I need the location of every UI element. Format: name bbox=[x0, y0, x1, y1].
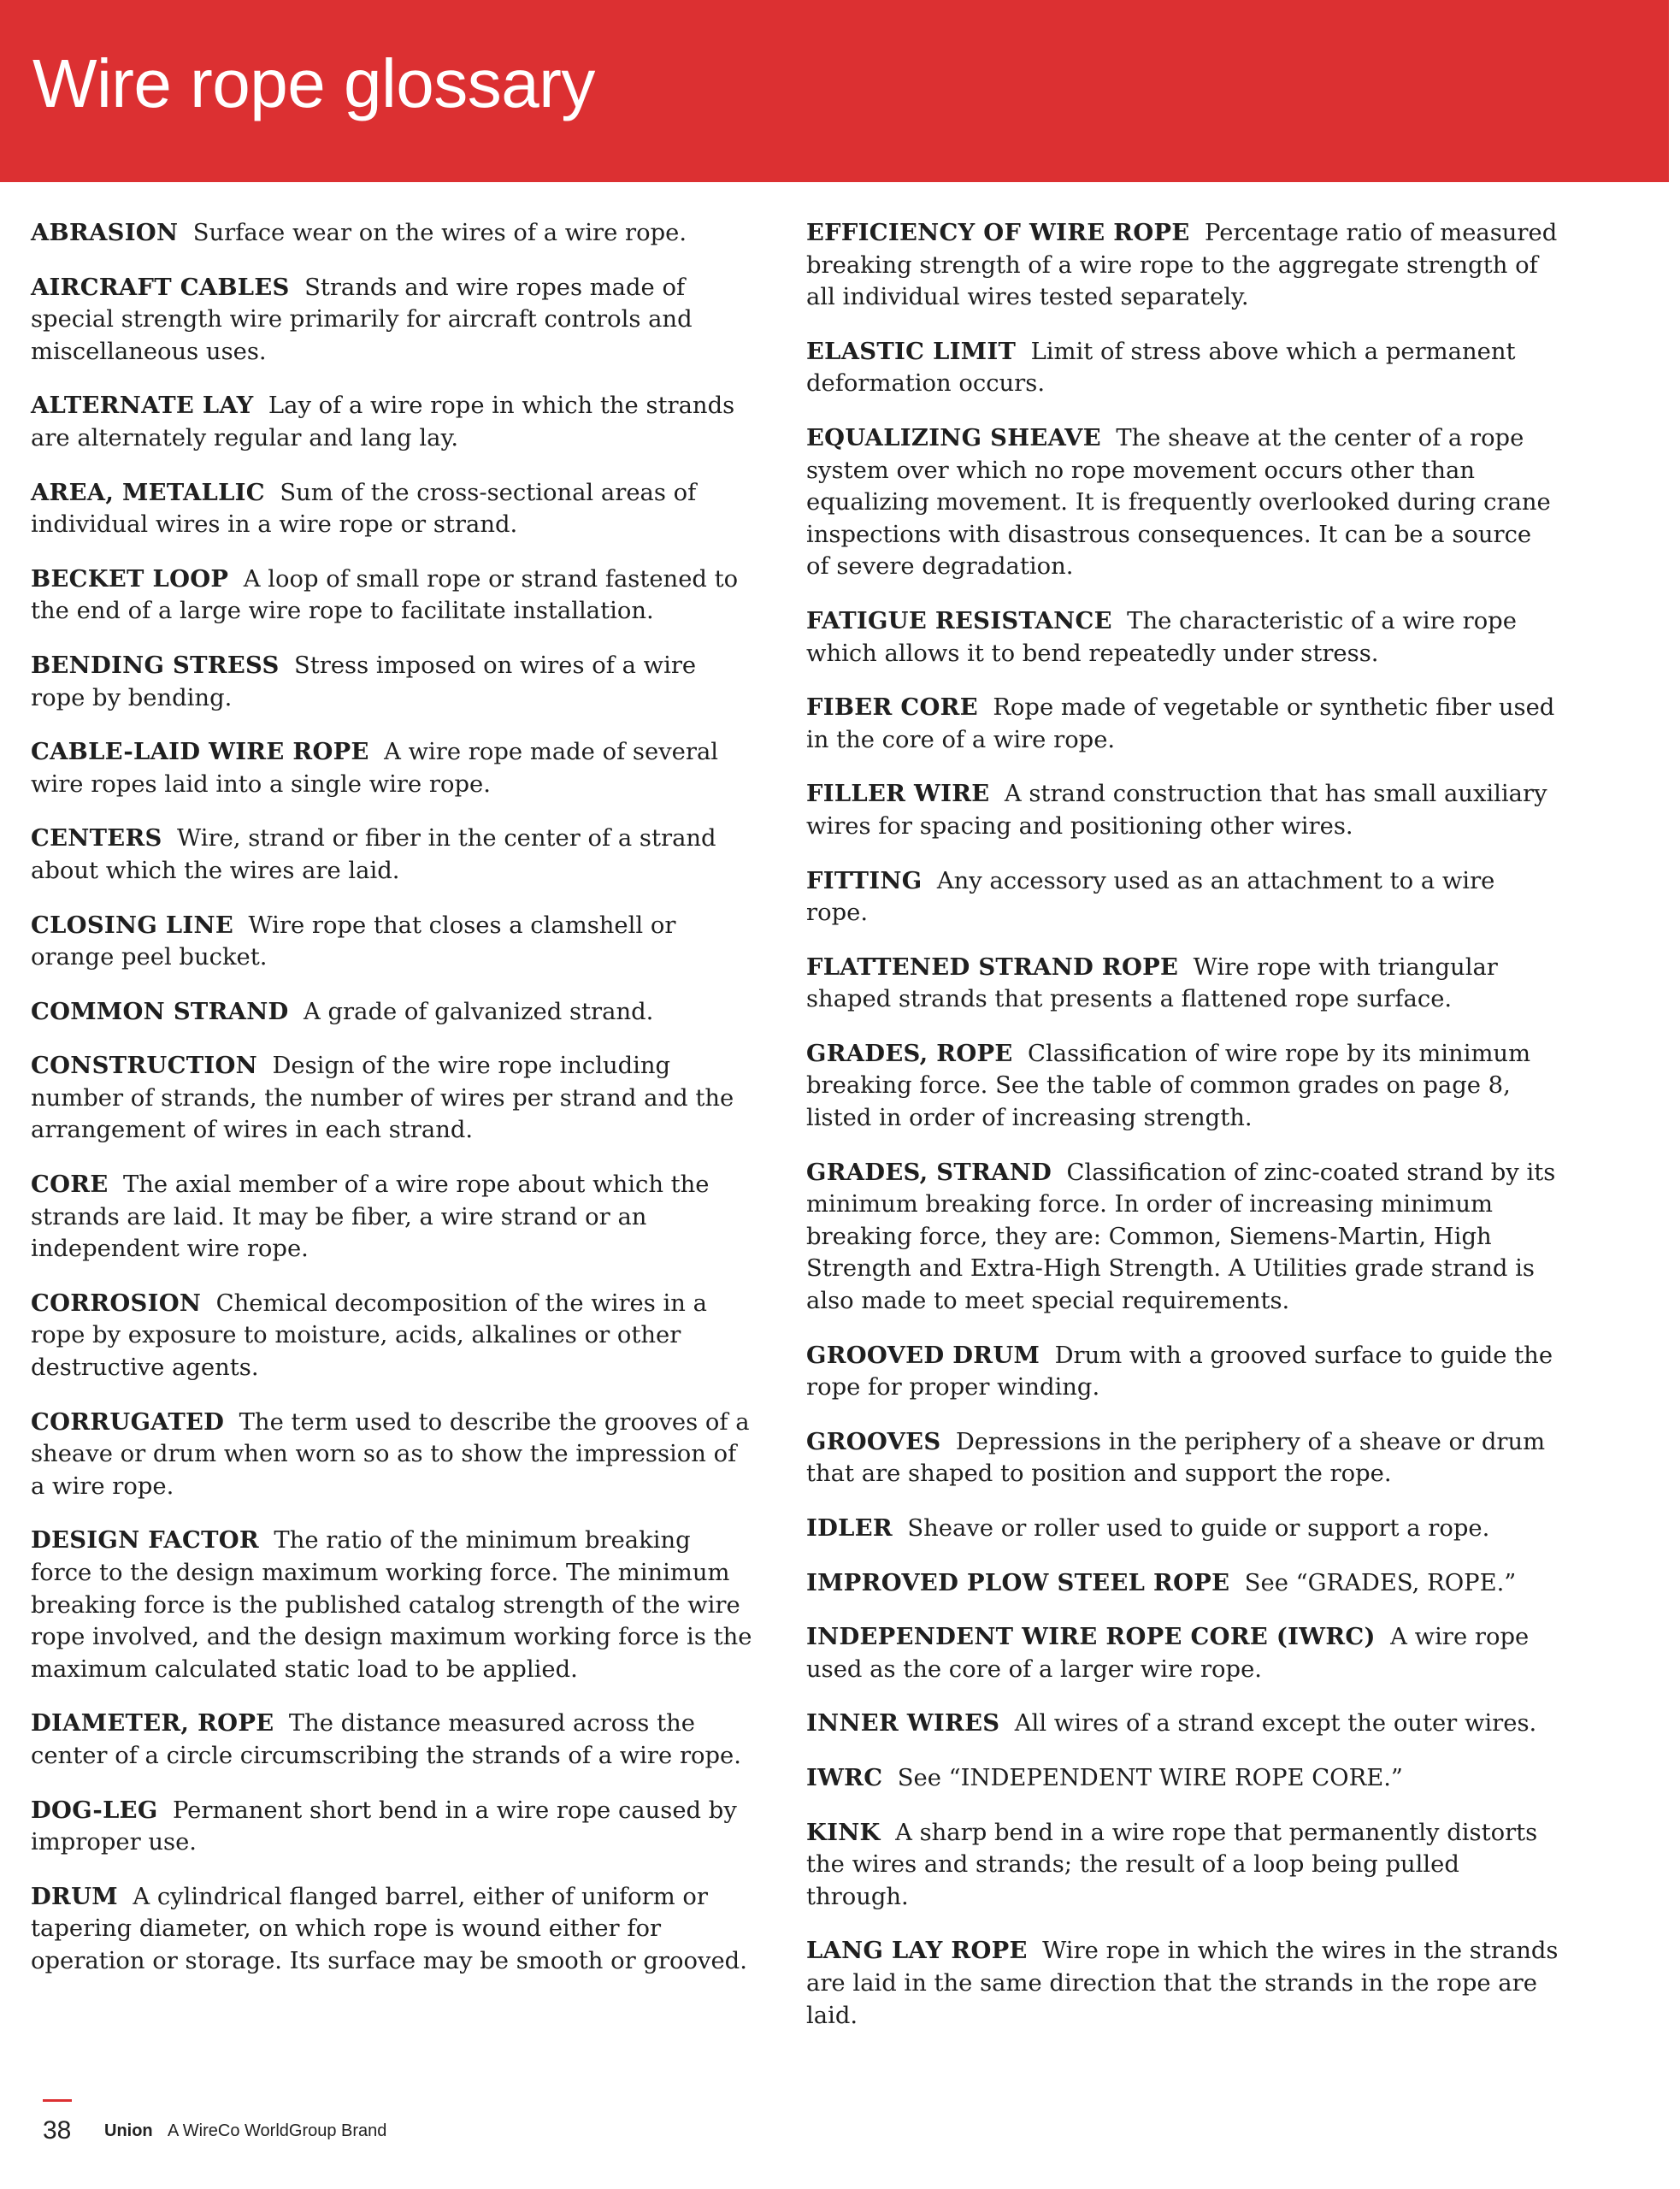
glossary-definition: Percentage ratio of measured breaking strength of a wire rope to the aggregate strength of all individual wires tested separately. bbox=[806, 220, 1558, 311]
glossary-entry bbox=[806, 1817, 1559, 1914]
glossary-entry bbox=[806, 1513, 1559, 1545]
glossary-entry bbox=[31, 390, 753, 454]
glossary-entry bbox=[806, 1567, 1559, 1600]
glossary-definition: Sum of the cross-sectional areas of individual wires in a wire rope or strand. bbox=[31, 479, 697, 539]
glossary-definition: Chemical decomposition of the wires in a rope by exposure to moisture, acids, alkalines or other destructive agents. bbox=[31, 1289, 707, 1382]
glossary-term: IDLER bbox=[806, 1514, 893, 1542]
glossary-term: DESIGN FACTOR bbox=[31, 1526, 259, 1555]
glossary-entry bbox=[31, 910, 753, 974]
glossary-entry bbox=[806, 1935, 1559, 2032]
glossary-definition: Permanent short bend in a wire rope caused by improper use. bbox=[31, 1797, 737, 1856]
glossary-term: FATIGUE RESISTANCE bbox=[806, 606, 1112, 634]
glossary-definition: The sheave at the center of a rope system over which no rope movement occurs other than equalizing movement. It is frequently overlooked during crane inspections with disastrous consequences. It can be a source of severe degradation. bbox=[806, 424, 1551, 581]
glossary-term: CORE bbox=[31, 1171, 109, 1199]
glossary-entry bbox=[806, 865, 1559, 929]
glossary-definition: Stress imposed on wires of a wire rope by bending. bbox=[31, 652, 697, 711]
glossary-entry bbox=[31, 1407, 753, 1503]
footer-accent-rule bbox=[43, 2099, 72, 2102]
glossary-entry bbox=[31, 563, 753, 628]
glossary-term: GROOVES bbox=[806, 1427, 941, 1455]
glossary-definition: The distance measured across the center of a circle circumscribing the strands of a wire rope. bbox=[31, 1710, 741, 1769]
glossary-entry bbox=[31, 650, 753, 714]
glossary-term: FLATTENED STRAND ROPE bbox=[806, 953, 1179, 981]
glossary-term: BENDING STRESS bbox=[31, 651, 280, 679]
glossary-term: AREA, METALLIC bbox=[31, 478, 265, 506]
glossary-entry bbox=[806, 1762, 1559, 1795]
glossary-definition: See “INDEPENDENT WIRE ROPE CORE.” bbox=[897, 1764, 1403, 1791]
glossary-definition: Strands and wire ropes made of special strength wire primarily for aircraft controls and miscellaneous uses. bbox=[31, 274, 693, 365]
glossary-term: CLOSING LINE bbox=[31, 911, 234, 939]
glossary-definition: Any accessory used as an attachment to a wire rope. bbox=[806, 867, 1495, 927]
glossary-term: INNER WIRES bbox=[806, 1709, 1000, 1738]
glossary-term: FIBER CORE bbox=[806, 693, 978, 722]
glossary-entry bbox=[806, 1708, 1559, 1740]
glossary-term: CABLE-LAID WIRE ROPE bbox=[31, 738, 369, 766]
glossary-term: IWRC bbox=[806, 1763, 883, 1791]
glossary-definition: A wire rope used as the core of a larger wire rope. bbox=[806, 1624, 1530, 1683]
glossary-definition: Sheave or roller used to guide or support a rope. bbox=[907, 1515, 1490, 1542]
glossary-term: DRUM bbox=[31, 1882, 118, 1910]
glossary-entry bbox=[806, 952, 1559, 1016]
glossary-term: FITTING bbox=[806, 866, 923, 894]
glossary-term: CENTERS bbox=[31, 824, 162, 853]
page-number: 38 bbox=[43, 2116, 72, 2145]
glossary-term: ALTERNATE LAY bbox=[31, 392, 254, 420]
glossary-entry bbox=[806, 336, 1559, 400]
glossary-definition: Wire rope with triangular shaped strands that presents a flattened rope surface. bbox=[806, 953, 1498, 1013]
glossary-term: BECKET LOOP bbox=[31, 564, 229, 593]
glossary-definition: Classification of zinc-coated strand by its minimum breaking force. In order of increasing minimum breaking force, they are: Common, Siemens-Martin, High Strength and Extra-High Strength. A Utilities grade strand is also made to meet special requirements. bbox=[806, 1159, 1556, 1315]
glossary-definition: Classification of wire rope by its minimum breaking force. See the table of common grades on page 8, listed in order of increasing strength. bbox=[806, 1040, 1531, 1132]
glossary-entry bbox=[806, 217, 1559, 314]
glossary-entry bbox=[31, 823, 753, 887]
glossary-definition: All wires of a strand except the outer wires. bbox=[1014, 1710, 1537, 1738]
glossary-term: CORRUGATED bbox=[31, 1407, 225, 1436]
glossary-entry bbox=[31, 1708, 753, 1772]
glossary-term: ELASTIC LIMIT bbox=[806, 337, 1017, 365]
glossary-term: LANG LAY ROPE bbox=[806, 1937, 1028, 1965]
glossary-term: GRADES, STRAND bbox=[806, 1158, 1052, 1186]
glossary-term: EFFICIENCY OF WIRE ROPE bbox=[806, 219, 1190, 246]
glossary-term: DOG-LEG bbox=[31, 1796, 158, 1824]
glossary-entry bbox=[31, 272, 753, 369]
glossary-entry bbox=[31, 996, 753, 1029]
glossary-definition: Drum with a grooved surface to guide the rope for proper winding. bbox=[806, 1342, 1553, 1401]
glossary-term: IMPROVED PLOW STEEL ROPE bbox=[806, 1568, 1230, 1596]
glossary-term: GROOVED DRUM bbox=[806, 1341, 1040, 1369]
glossary-term: DIAMETER, ROPE bbox=[31, 1709, 274, 1738]
glossary-definition: The characteristic of a wire rope which allows it to bend repeatedly under stress. bbox=[806, 607, 1517, 667]
glossary-definition: A wire rope made of several wire ropes laid into a single wire rope. bbox=[31, 739, 719, 798]
glossary-term: KINK bbox=[806, 1818, 881, 1846]
glossary-term: AIRCRAFT CABLES bbox=[31, 273, 290, 301]
glossary-entry bbox=[31, 1881, 753, 1978]
glossary-entry bbox=[806, 1157, 1559, 1318]
glossary-definition: A sharp bend in a wire rope that permanently distorts the wires and strands; the result of a loop being pulled through. bbox=[806, 1819, 1538, 1910]
page-title: Wire rope glossary bbox=[32, 45, 595, 121]
glossary-definition: Surface wear on the wires of a wire rope. bbox=[192, 220, 687, 246]
glossary-entry bbox=[806, 422, 1559, 583]
glossary-definition: Wire rope that closes a clamshell or orange peel bucket. bbox=[31, 912, 676, 971]
glossary-definition: A loop of small rope or strand fastened to the end of a large wire rope to facilitate installation. bbox=[31, 565, 739, 625]
glossary-entry bbox=[31, 1525, 753, 1685]
glossary-entry bbox=[31, 477, 753, 541]
glossary-definition: Design of the wire rope including number of strands, the number of wires per strand and the arrangement of wires in each strand. bbox=[31, 1053, 734, 1144]
glossary-entry bbox=[31, 1288, 753, 1384]
glossary-definition: A strand construction that has small auxiliary wires for spacing and positioning other wires. bbox=[806, 781, 1547, 840]
glossary-entry bbox=[31, 1050, 753, 1147]
brand-tagline: A WireCo WorldGroup Brand bbox=[168, 2121, 387, 2140]
glossary-entry bbox=[806, 1038, 1559, 1135]
glossary-definition: The term used to describe the grooves of a sheave or drum when worn so as to show the impression of a wire rope. bbox=[31, 1408, 750, 1500]
glossary-right-column bbox=[806, 217, 1559, 2054]
glossary-entry bbox=[806, 1621, 1559, 1685]
glossary-definition: Wire rope in which the wires in the strands are laid in the same direction that the strands in the rope are laid. bbox=[806, 1938, 1559, 2029]
glossary-entry bbox=[806, 1340, 1559, 1404]
glossary-term: CORROSION bbox=[31, 1289, 202, 1317]
glossary-definition: Wire, strand or fiber in the center of a strand about which the wires are laid. bbox=[31, 825, 716, 884]
brand-name: Union bbox=[104, 2121, 153, 2140]
glossary-entry bbox=[806, 1426, 1559, 1490]
glossary-entry bbox=[31, 1795, 753, 1859]
glossary-term: FILLER WIRE bbox=[806, 780, 990, 808]
glossary-term: INDEPENDENT WIRE ROPE CORE (IWRC) bbox=[806, 1623, 1376, 1651]
glossary-term: GRADES, ROPE bbox=[806, 1039, 1013, 1067]
glossary-entry bbox=[31, 736, 753, 800]
glossary-definition: Limit of stress above which a permanent deformation occurs. bbox=[806, 338, 1516, 398]
glossary-term: COMMON STRAND bbox=[31, 997, 289, 1025]
glossary-entry bbox=[806, 605, 1559, 670]
glossary-definition: Lay of a wire rope in which the strands are alternately regular and lang lay. bbox=[31, 392, 735, 451]
glossary-left-column bbox=[31, 217, 753, 2000]
glossary-definition: The axial member of a wire rope about which the strands are laid. It may be fiber, a wire strand or an independent wire rope. bbox=[31, 1171, 710, 1263]
glossary-term: ABRASION bbox=[31, 219, 179, 246]
glossary-definition: The ratio of the minimum breaking force to the design maximum working force. The minimum breaking force is the published catalog strength of the wire rope involved, and the design maximum working force is the maximum calculated static load to be applied. bbox=[31, 1527, 752, 1683]
glossary-entry bbox=[31, 1169, 753, 1266]
glossary-term: CONSTRUCTION bbox=[31, 1052, 258, 1080]
glossary-definition: Depressions in the periphery of a sheave or drum that are shaped to position and support the rope. bbox=[806, 1428, 1546, 1488]
glossary-entry bbox=[806, 778, 1559, 842]
glossary-definition: See “GRADES, ROPE.” bbox=[1244, 1569, 1517, 1596]
glossary-entry bbox=[31, 217, 753, 250]
page-footer bbox=[0, 2099, 1680, 2151]
glossary-definition: A grade of galvanized strand. bbox=[304, 998, 654, 1025]
header-banner bbox=[0, 0, 1669, 182]
glossary-term: EQUALIZING SHEAVE bbox=[806, 423, 1101, 451]
glossary-definition: Rope made of vegetable or synthetic fiber used in the core of a wire rope. bbox=[806, 694, 1555, 753]
glossary-entry bbox=[806, 692, 1559, 756]
glossary-definition: A cylindrical flanged barrel, either of uniform or tapering diameter, on which rope is wound either for operation or storage. Its surface may be smooth or grooved. bbox=[31, 1883, 747, 1974]
